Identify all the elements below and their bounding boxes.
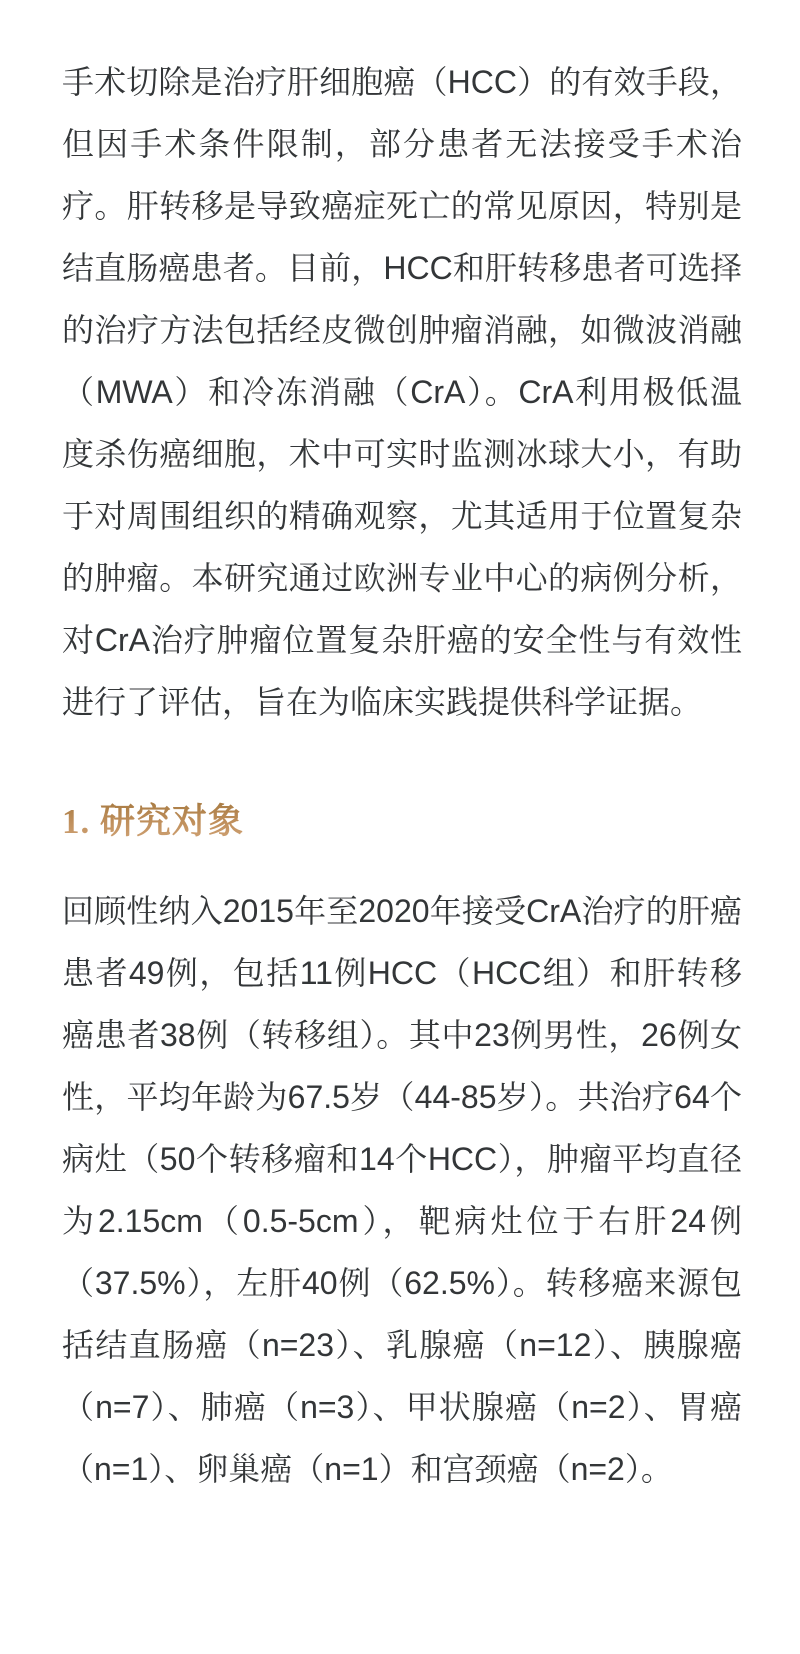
- section-heading: 1. 研究对象: [62, 799, 244, 845]
- section-body-paragraph: 回顾性纳入2015年至2020年接受CrA治疗的肝癌患者49例，包括11例HCC（HCC组）和肝转移癌患者38例（转移组）。其中23例男性，26例女性，平均年龄为67.5岁（44-85岁）。共治疗64个病灶（50个转移瘤和14个HCC），肿瘤平均直径为2.15cm（0.5-5cm），靶病灶位于右肝24例（37.5%），左肝40例（62.5%）。转移癌来源包括结直肠癌（n=23）、乳腺癌（n=12）、胰腺癌（n=7）、肺癌（n=3）、甲状腺癌（n=2）、胃癌（n=1）、卵巢癌（n=1）和宫颈癌（n=2）。: [62, 893, 742, 1487]
- intro-paragraph: 手术切除是治疗肝细胞癌（HCC）的有效手段，但因手术条件限制，部分患者无法接受手术治疗。肝转移是导致癌症死亡的常见原因，特别是结直肠癌患者。目前，HCC和肝转移患者可选择的治疗方法包括经皮微创肿瘤消融，如微波消融（MWA）和冷冻消融（CrA）。CrA利用极低温度杀伤癌细胞，术中可实时监测冰球大小，有助于对周围组织的精确观察，尤其适用于位置复杂的肿瘤。本研究通过欧洲专业中心的病例分析，对CrA治疗肿瘤位置复杂肝癌的安全性与有效性进行了评估，旨在为临床实践提供科学证据。: [62, 64, 742, 720]
